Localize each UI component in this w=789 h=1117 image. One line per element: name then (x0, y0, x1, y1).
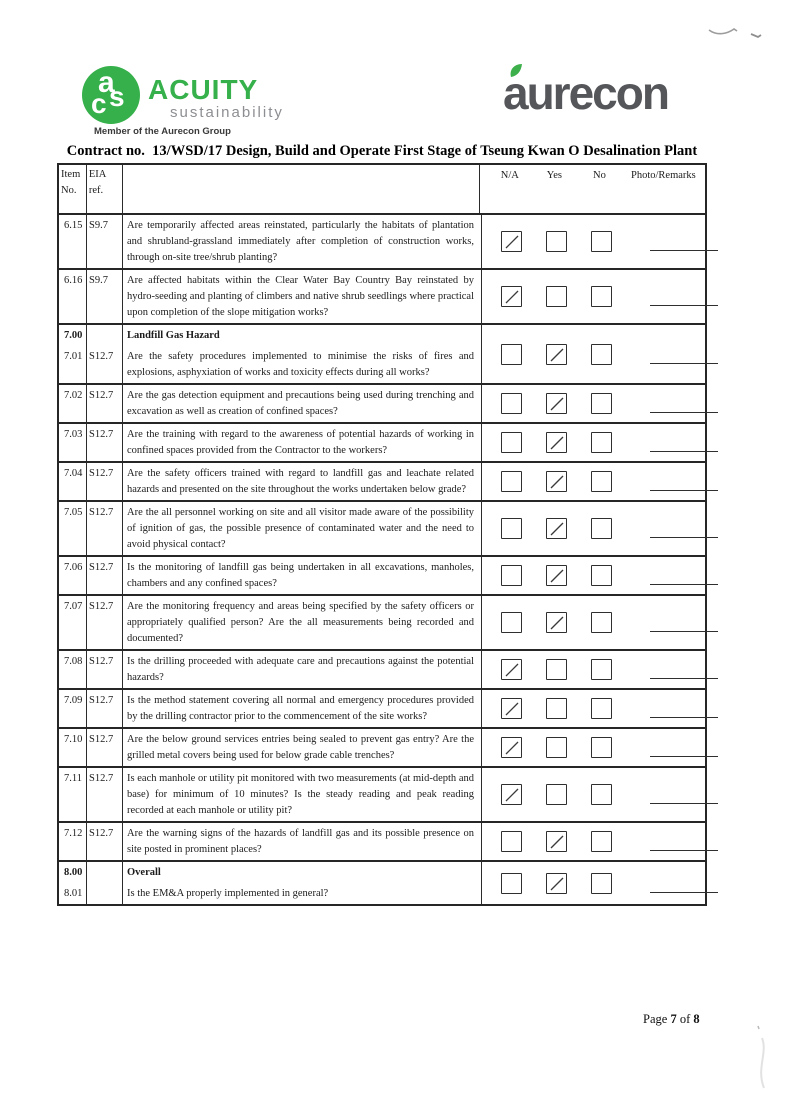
remarks-line (650, 803, 718, 804)
checkbox-no[interactable] (591, 432, 612, 453)
eia-ref-cell: S12.7 (87, 463, 123, 500)
remarks-line (650, 850, 718, 851)
question-cell: Landfill Gas Hazard (123, 325, 482, 346)
checks-cell (482, 270, 707, 323)
check-mark (547, 874, 568, 895)
item-no-cell: 8.01 (59, 883, 87, 904)
question-cell: Are the monitoring frequency and areas being specified by the safety officers or appropriately qualified person? Are the all measurements being recorded and documented? (123, 596, 482, 649)
checkbox-no[interactable] (591, 286, 612, 307)
checks-cell (482, 502, 707, 555)
checkbox-na[interactable] (501, 231, 522, 252)
table-row (59, 270, 705, 325)
check-mark (502, 699, 523, 720)
eia-ref-cell: S12.7 (87, 424, 123, 461)
remarks-line (650, 451, 718, 452)
checks-cell (482, 557, 707, 594)
eia-ref-cell: S12.7 (87, 823, 123, 860)
checkbox-na[interactable] (501, 344, 522, 365)
question-cell: Are the training with regard to the awareness of potential hazards of working in confined spaces provided from the Contractor to the workers? (123, 424, 482, 461)
row-entry (59, 651, 482, 688)
row-entry (59, 325, 482, 346)
row-text-area (59, 651, 482, 688)
checkbox-na[interactable] (501, 873, 522, 894)
checks-cell (482, 385, 707, 422)
checkbox-yes[interactable] (546, 432, 567, 453)
header-yes: Yes (546, 170, 563, 181)
item-no-cell: 7.00 (59, 325, 87, 346)
checkbox-no[interactable] (591, 231, 612, 252)
document-title: Contract no. 13/WSD/17 Design, Build and Operate First Stage of Tseung Kwan O Desalination Plant (66, 143, 698, 159)
row-entry (59, 215, 482, 268)
checkbox-na[interactable] (501, 432, 522, 453)
item-no-cell: 7.05 (59, 502, 87, 555)
checklist-table (57, 163, 707, 906)
eia-ref-cell: S9.7 (87, 270, 123, 323)
checkbox-no[interactable] (591, 784, 612, 805)
checkbox-no[interactable] (591, 737, 612, 758)
question-cell: Are affected habitats within the Clear Water Bay Country Bay reinstated by hydro-seeding and planting of climbers and native shrub seedlings where practical upon completion of the slope mitigation works? (123, 270, 482, 323)
checks-cell (482, 690, 707, 727)
eia-ref-cell: S12.7 (87, 651, 123, 688)
checkbox-group (482, 393, 718, 414)
header-item-no: Item No. (59, 165, 87, 213)
checkbox-yes[interactable] (546, 873, 567, 894)
item-no-cell: 7.12 (59, 823, 87, 860)
checkbox-na[interactable] (501, 471, 522, 492)
row-entry (59, 729, 482, 766)
checkbox-group (482, 737, 718, 758)
table-row (59, 690, 705, 729)
acuity-wordmark: ACUITY (148, 74, 259, 105)
eia-ref-cell: S12.7 (87, 557, 123, 594)
table-row (59, 768, 705, 823)
checkbox-no[interactable] (591, 659, 612, 680)
remarks-line (650, 584, 718, 585)
row-text-area (59, 823, 482, 860)
check-mark (547, 433, 568, 454)
header-photo-remarks: Photo/Remarks (631, 170, 696, 181)
checks-cell (482, 325, 707, 383)
row-entry (59, 823, 482, 860)
eia-ref-cell (87, 862, 123, 883)
check-mark (547, 345, 568, 366)
table-row (59, 385, 705, 424)
checkbox-na[interactable] (501, 784, 522, 805)
row-text-area (59, 215, 482, 268)
row-entry (59, 346, 482, 383)
checkbox-na[interactable] (501, 518, 522, 539)
remarks-line (650, 363, 718, 364)
checkbox-no[interactable] (591, 831, 612, 852)
checks-cell (482, 596, 707, 649)
acuity-monogram-letter: c (91, 88, 107, 119)
item-no-cell: 6.15 (59, 215, 87, 268)
remarks-line (650, 756, 718, 757)
header-answer-columns (480, 165, 705, 213)
item-no-cell: 7.10 (59, 729, 87, 766)
checkbox-na[interactable] (501, 393, 522, 414)
table-row (59, 502, 705, 557)
checkbox-group (482, 831, 718, 852)
checkbox-no[interactable] (591, 873, 612, 894)
question-cell: Are the safety officers trained with regard to landfill gas and leachate related hazards and presented on the site throughout the works undertaken below grade? (123, 463, 482, 500)
acuity-monogram-letter: a (98, 66, 115, 99)
check-mark (547, 519, 568, 540)
checkbox-group (482, 286, 718, 307)
row-text-area (59, 862, 482, 904)
question-cell: Are the safety procedures implemented to minimise the risks of fires and explosions, asphyxiation of works and toxicity effects during all works? (123, 346, 482, 383)
aurecon-wordmark: aurecon (503, 67, 668, 119)
table-row (59, 463, 705, 502)
item-no-cell: 7.03 (59, 424, 87, 461)
checkbox-group (482, 784, 718, 805)
header-eia-ref: EIA ref. (87, 165, 123, 213)
remarks-line (650, 250, 718, 251)
pen-mark-icon (738, 1018, 783, 1098)
question-cell: Is the monitoring of landfill gas being undertaken in all excavations, manholes, chambers and any confined spaces? (123, 557, 482, 594)
checkbox-na[interactable] (501, 831, 522, 852)
checkbox-yes[interactable] (546, 231, 567, 252)
checkbox-na[interactable] (501, 612, 522, 633)
remarks-line (650, 305, 718, 306)
checkbox-group (482, 432, 718, 453)
check-mark (547, 566, 568, 587)
checkbox-no[interactable] (591, 471, 612, 492)
acuity-member-line: Member of the Aurecon Group (94, 126, 231, 137)
row-entry (59, 862, 482, 883)
table-row (59, 596, 705, 651)
row-text-area (59, 270, 482, 323)
check-mark (547, 613, 568, 634)
checks-cell (482, 729, 707, 766)
eia-ref-cell: S12.7 (87, 729, 123, 766)
eia-ref-cell: S12.7 (87, 690, 123, 727)
checkbox-yes[interactable] (546, 784, 567, 805)
row-text-area (59, 768, 482, 821)
question-cell: Are the gas detection equipment and precautions being used during trenching and excavation as well as creation of confined spaces? (123, 385, 482, 422)
checkbox-no[interactable] (591, 565, 612, 586)
row-entry (59, 768, 482, 821)
checkbox-na[interactable] (501, 659, 522, 680)
row-entry (59, 690, 482, 727)
checkbox-na[interactable] (501, 565, 522, 586)
table-row (59, 729, 705, 768)
checkbox-yes[interactable] (546, 286, 567, 307)
table-row (59, 862, 705, 904)
checkbox-na[interactable] (501, 698, 522, 719)
checkbox-yes[interactable] (546, 831, 567, 852)
checklist-rows (59, 215, 705, 904)
item-no-cell: 8.00 (59, 862, 87, 883)
header-na: N/A (500, 170, 519, 181)
remarks-line (650, 412, 718, 413)
item-no-cell: 7.04 (59, 463, 87, 500)
header-no: No (593, 170, 606, 181)
acuity-tagline: sustainability (170, 104, 284, 121)
check-mark (547, 472, 568, 493)
row-text-area (59, 502, 482, 555)
row-text-area (59, 690, 482, 727)
item-no-cell: 7.07 (59, 596, 87, 649)
checks-cell (482, 424, 707, 461)
checkbox-group (482, 659, 718, 680)
remarks-line (650, 678, 718, 679)
question-cell: Overall (123, 862, 482, 883)
question-cell: Is each manhole or utility pit monitored with two measurements (at mid-depth and base) for minimum of 10 minutes? Is the steady reading and peak reading recorded at each manhole or utility pit? (123, 768, 482, 821)
acuity-logo-icon (82, 66, 140, 124)
checkbox-yes[interactable] (546, 612, 567, 633)
remarks-line (650, 892, 718, 893)
question-cell: Are temporarily affected areas reinstated, particularly the habitats of plantation and shrubland-grassland immediately after completion of construction works, through on-site tree/shrub planting? (123, 215, 482, 268)
checks-cell (482, 823, 707, 860)
checkbox-yes[interactable] (546, 393, 567, 414)
checkbox-group (482, 565, 718, 586)
checkbox-yes[interactable] (546, 344, 567, 365)
table-row (59, 215, 705, 270)
check-mark (502, 785, 523, 806)
eia-ref-cell: S12.7 (87, 346, 123, 383)
eia-ref-cell: S9.7 (87, 215, 123, 268)
page-number: Page 7 of 8 (643, 1012, 700, 1026)
checks-cell (482, 862, 707, 904)
header-question (123, 165, 480, 213)
checks-cell (482, 768, 707, 821)
remarks-line (650, 490, 718, 491)
eia-ref-cell (87, 883, 123, 904)
checkbox-na[interactable] (501, 286, 522, 307)
check-mark (502, 738, 523, 759)
table-row (59, 651, 705, 690)
checkbox-no[interactable] (591, 393, 612, 414)
table-row (59, 557, 705, 596)
checkbox-yes[interactable] (546, 698, 567, 719)
item-no-cell: 7.02 (59, 385, 87, 422)
checkbox-yes[interactable] (546, 471, 567, 492)
row-entry (59, 385, 482, 422)
table-header-row (59, 165, 705, 215)
item-no-cell: 7.08 (59, 651, 87, 688)
item-no-cell: 7.01 (59, 346, 87, 383)
remarks-line (650, 537, 718, 538)
checkbox-yes[interactable] (546, 659, 567, 680)
remarks-line (650, 717, 718, 718)
checkbox-group (482, 612, 718, 633)
row-text-area (59, 463, 482, 500)
check-mark (502, 660, 523, 681)
pen-squiggle-icon (703, 14, 778, 46)
eia-ref-cell: S12.7 (87, 502, 123, 555)
item-no-cell: 7.06 (59, 557, 87, 594)
row-entry (59, 596, 482, 649)
question-cell: Is the EM&A properly implemented in general? (123, 883, 482, 904)
checkbox-group (482, 873, 718, 894)
question-cell: Is the drilling proceeded with adequate care and precautions against the potential hazards? (123, 651, 482, 688)
checkbox-no[interactable] (591, 344, 612, 365)
item-no-cell: 7.11 (59, 768, 87, 821)
table-row (59, 424, 705, 463)
checkbox-group (482, 231, 718, 252)
checks-cell (482, 463, 707, 500)
eia-ref-cell: S12.7 (87, 596, 123, 649)
checkbox-yes[interactable] (546, 565, 567, 586)
checkbox-group (482, 518, 718, 539)
row-entry (59, 883, 482, 904)
table-row (59, 325, 705, 385)
eia-ref-cell: S12.7 (87, 768, 123, 821)
item-no-cell: 6.16 (59, 270, 87, 323)
acuity-monogram-letter: s (109, 81, 125, 112)
check-mark (547, 394, 568, 415)
row-text-area (59, 424, 482, 461)
check-mark (502, 232, 523, 253)
checkbox-group (482, 698, 718, 719)
row-text-area (59, 557, 482, 594)
row-entry (59, 270, 482, 323)
question-cell: Are the below ground services entries being sealed to prevent gas entry? Are the grilled metal covers being used for below grade cable trenches? (123, 729, 482, 766)
check-mark (547, 832, 568, 853)
row-entry (59, 424, 482, 461)
checkbox-group (482, 344, 718, 365)
row-text-area (59, 325, 482, 383)
checks-cell (482, 651, 707, 688)
row-entry (59, 463, 482, 500)
row-entry (59, 557, 482, 594)
row-entry (59, 502, 482, 555)
row-text-area (59, 729, 482, 766)
question-cell: Is the method statement covering all normal and emergency procedures provided by the drilling contractor prior to the commencement of the site works? (123, 690, 482, 727)
checkbox-no[interactable] (591, 518, 612, 539)
check-mark (502, 287, 523, 308)
checkbox-yes[interactable] (546, 737, 567, 758)
checkbox-na[interactable] (501, 737, 522, 758)
aurecon-logo (503, 68, 713, 128)
table-row (59, 823, 705, 862)
checkbox-no[interactable] (591, 698, 612, 719)
checks-cell (482, 215, 707, 268)
checkbox-yes[interactable] (546, 518, 567, 539)
question-cell: Are the warning signs of the hazards of landfill gas and its possible presence on site posted in prominent places? (123, 823, 482, 860)
question-cell: Are the all personnel working on site and all visitor made aware of the possibility of ignition of gas, the possible presence of contaminated water and the need to avoid physical contact? (123, 502, 482, 555)
row-text-area (59, 385, 482, 422)
eia-ref-cell: S12.7 (87, 385, 123, 422)
checkbox-no[interactable] (591, 612, 612, 633)
eia-ref-cell (87, 325, 123, 346)
checkbox-group (482, 471, 718, 492)
item-no-cell: 7.09 (59, 690, 87, 727)
remarks-line (650, 631, 718, 632)
row-text-area (59, 596, 482, 649)
